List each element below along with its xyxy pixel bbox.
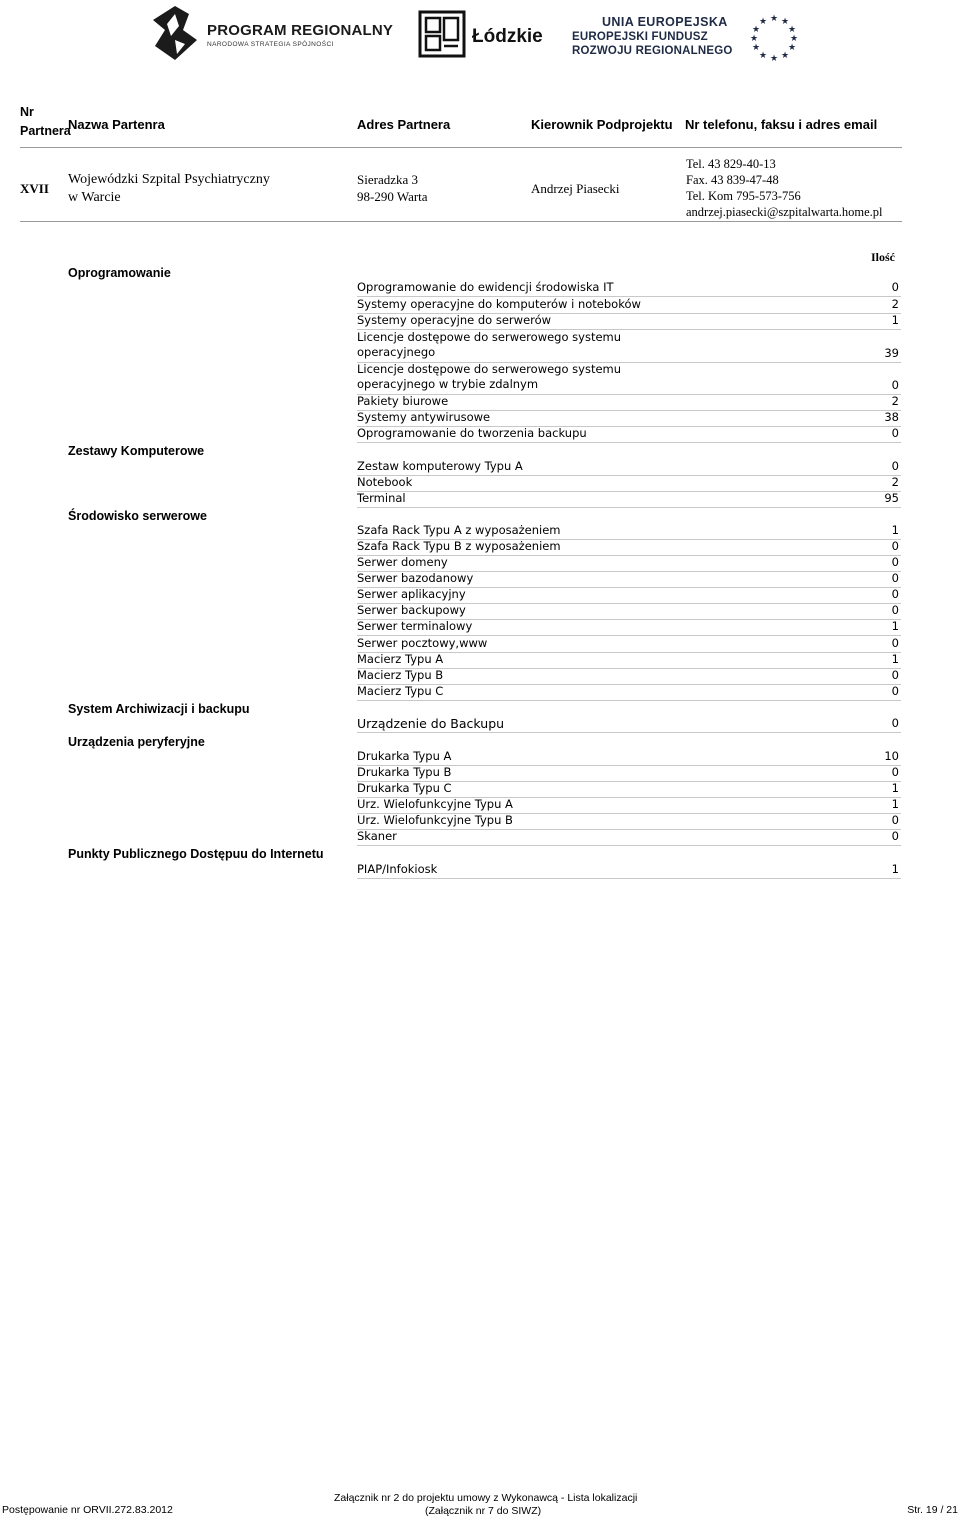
list-item [357, 603, 901, 620]
category-archive-backup: System Archiwizacji i backupu [68, 702, 250, 716]
item-label: Licencje dostępowe do serwerowego systemu operacyjnego [357, 330, 622, 359]
category-server-environment: Środowisko serwerowe [68, 509, 207, 523]
program-regionalny-emblem-icon [145, 0, 205, 66]
item-qty: 38 [884, 410, 899, 424]
item-label: Serwer bazodanowy [357, 571, 474, 585]
list-item [357, 862, 901, 879]
svg-text:★: ★ [751, 25, 761, 35]
list-item [357, 362, 901, 395]
item-qty: 0 [891, 426, 899, 440]
list-item [357, 636, 901, 653]
item-label: Szafa Rack Typu B z wyposażeniem [357, 539, 561, 553]
item-qty: 1 [891, 781, 899, 795]
partner-address-line1: Sieradzka 3 [357, 172, 419, 187]
item-label: Urz. Wielofunkcyjne Typu B [357, 813, 513, 827]
item-label: Terminal [357, 491, 406, 505]
list-item [357, 523, 901, 540]
svg-text:★: ★ [749, 34, 759, 44]
item-qty: 2 [891, 297, 899, 311]
item-label: Licencje dostępowe do serwerowego systemu operacyjnego w trybie zdalnym [357, 362, 622, 391]
partner-fax: Fax. 43 839-47-48 [686, 173, 779, 187]
partner-manager: Andrzej Piasecki [531, 181, 620, 196]
partner-name-line2: w Warcie [68, 190, 121, 205]
item-qty: 0 [891, 539, 899, 553]
header-contact: Nr telefonu, faksu i adres email [685, 117, 878, 132]
logo-unia-europejska [568, 10, 808, 66]
partner-email[interactable]: andrzej.piasecki@szpitalwarta.home.pl [686, 205, 883, 219]
item-label: Oprogramowanie do ewidencji środowiska IT [357, 280, 614, 294]
category-peripherals: Urządzenia peryferyjne [68, 735, 205, 749]
list-item [357, 571, 901, 588]
partner-nr: XVII [20, 181, 49, 196]
header-manager: Kierownik Podprojektu [531, 117, 673, 132]
logo-program-regionalny [145, 0, 395, 66]
footer-page-number: Str. 19 / 21 [907, 1504, 958, 1516]
partner-address-line2: 98-290 Warta [357, 189, 428, 204]
item-label: Systemy operacyjne do serwerów [357, 313, 552, 327]
list-item [357, 684, 901, 701]
item-label: Zestaw komputerowy Typu A [357, 459, 523, 473]
item-label: Urządzenie do Backupu [357, 716, 505, 731]
item-label: Drukarka Typu C [357, 781, 452, 795]
list-item [357, 668, 901, 685]
list-item [357, 765, 901, 782]
item-qty: 0 [891, 378, 899, 392]
list-item [357, 394, 901, 411]
item-label: Macierz Typu A [357, 652, 444, 666]
item-label: Serwer pocztowy,www [357, 636, 488, 650]
list-item [357, 716, 901, 733]
list-item [357, 475, 901, 492]
eu-stars-flag-icon [746, 12, 802, 62]
list-item [357, 797, 901, 814]
item-label: Serwer domeny [357, 555, 448, 569]
item-qty: 1 [891, 797, 899, 811]
header-divider [20, 147, 902, 148]
svg-text:★: ★ [780, 17, 790, 27]
footer-case-number: Postępowanie nr ORVII.272.83.2012 [2, 1504, 173, 1516]
item-qty: 0 [891, 555, 899, 569]
item-qty: 0 [891, 829, 899, 843]
lodzkie-title: Łódzkie [472, 26, 543, 47]
svg-text:★: ★ [769, 54, 779, 62]
item-qty: 0 [891, 668, 899, 682]
item-label: Systemy operacyjne do komputerów i noteboków [357, 297, 641, 311]
partner-name-line1: Wojewódzki Szpital Psychiatryczny [68, 172, 270, 187]
item-qty: 39 [884, 346, 899, 360]
item-label: Oprogramowanie do tworzenia backupu [357, 426, 587, 440]
svg-text:★: ★ [787, 25, 797, 35]
item-label: Drukarka Typu A [357, 749, 452, 763]
item-qty: 0 [891, 587, 899, 601]
item-qty: 1 [891, 619, 899, 633]
item-qty: 2 [891, 475, 899, 489]
list-item [357, 813, 901, 830]
item-qty: 0 [891, 459, 899, 473]
item-qty: 95 [884, 491, 899, 505]
svg-text:★: ★ [751, 43, 761, 53]
svg-text:★: ★ [787, 43, 797, 53]
list-item [357, 330, 901, 363]
footer-attachment-line1: Załącznik nr 2 do projektu umowy z Wykonawcą - Lista lokalizacji [334, 1492, 638, 1504]
list-item [357, 781, 901, 798]
svg-text:★: ★ [758, 51, 768, 61]
list-item [357, 555, 901, 572]
item-label: Urz. Wielofunkcyjne Typu A [357, 797, 513, 811]
item-qty: 0 [891, 636, 899, 650]
item-label: Macierz Typu B [357, 668, 444, 682]
partner-divider [20, 221, 902, 222]
item-qty: 10 [884, 749, 899, 763]
list-item [357, 619, 901, 636]
item-label: Pakiety biurowe [357, 394, 449, 408]
list-item [357, 587, 901, 604]
header-name: Nazwa Partenra [68, 117, 165, 132]
item-label: Serwer aplikacyjny [357, 587, 466, 601]
svg-text:★: ★ [780, 51, 790, 61]
list-item [357, 313, 901, 330]
program-regionalny-subtitle: NARODOWA STRATEGIA SPÓJNOŚCI [207, 41, 334, 48]
program-regionalny-title: PROGRAM REGIONALNY [207, 22, 394, 39]
svg-text:★: ★ [769, 14, 779, 24]
item-label: Szafa Rack Typu A z wyposażeniem [357, 523, 561, 537]
quantity-header: Ilość [871, 250, 895, 264]
item-label: Drukarka Typu B [357, 765, 452, 779]
item-qty: 1 [891, 652, 899, 666]
lodzkie-emblem-icon [418, 10, 466, 60]
svg-text:★: ★ [789, 34, 799, 44]
category-software: Oprogramowanie [68, 266, 171, 280]
item-label: Systemy antywirusowe [357, 410, 491, 424]
unia-line3: ROZWOJU REGIONALNEGO [572, 45, 733, 57]
header-address: Adres Partnera [357, 117, 451, 132]
list-item [357, 297, 901, 314]
footer-attachment-line2: (Załącznik nr 7 do SIWZ) [425, 1505, 542, 1517]
list-item [357, 829, 901, 846]
logo-lodzkie [418, 8, 548, 64]
item-qty: 1 [891, 523, 899, 537]
list-item [357, 426, 901, 443]
item-label: Notebook [357, 475, 413, 489]
item-qty: 2 [891, 394, 899, 408]
item-qty: 0 [891, 280, 899, 294]
partner-tel: Tel. 43 829-40-13 [686, 157, 776, 171]
category-computers: Zestawy Komputerowe [68, 444, 205, 458]
item-qty: 0 [891, 813, 899, 827]
item-qty: 1 [891, 313, 899, 327]
item-qty: 1 [891, 862, 899, 876]
item-qty: 0 [891, 684, 899, 698]
list-item [357, 539, 901, 556]
header-nr-line2: Partnera [20, 124, 71, 138]
list-item [357, 459, 901, 476]
item-label: Skaner [357, 829, 397, 843]
item-qty: 0 [891, 716, 899, 730]
list-item [357, 749, 901, 766]
list-item [357, 652, 901, 669]
item-label: Serwer terminalowy [357, 619, 473, 633]
item-qty: 0 [891, 571, 899, 585]
category-public-access: Punkty Publicznego Dostępuu do Internetu [68, 847, 324, 861]
list-item [357, 410, 901, 427]
item-label: Serwer backupowy [357, 603, 466, 617]
unia-line1: UNIA EUROPEJSKA [602, 15, 728, 29]
svg-text:★: ★ [758, 17, 768, 27]
item-label: Macierz Typu C [357, 684, 444, 698]
list-item [357, 491, 901, 508]
partner-mobile: Tel. Kom 795-573-756 [686, 189, 801, 203]
item-label: PIAP/Infokiosk [357, 862, 438, 876]
header-nr-line1: Nr [20, 105, 34, 119]
item-qty: 0 [891, 603, 899, 617]
unia-line2: EUROPEJSKI FUNDUSZ [572, 31, 708, 43]
list-item [357, 280, 901, 297]
item-qty: 0 [891, 765, 899, 779]
